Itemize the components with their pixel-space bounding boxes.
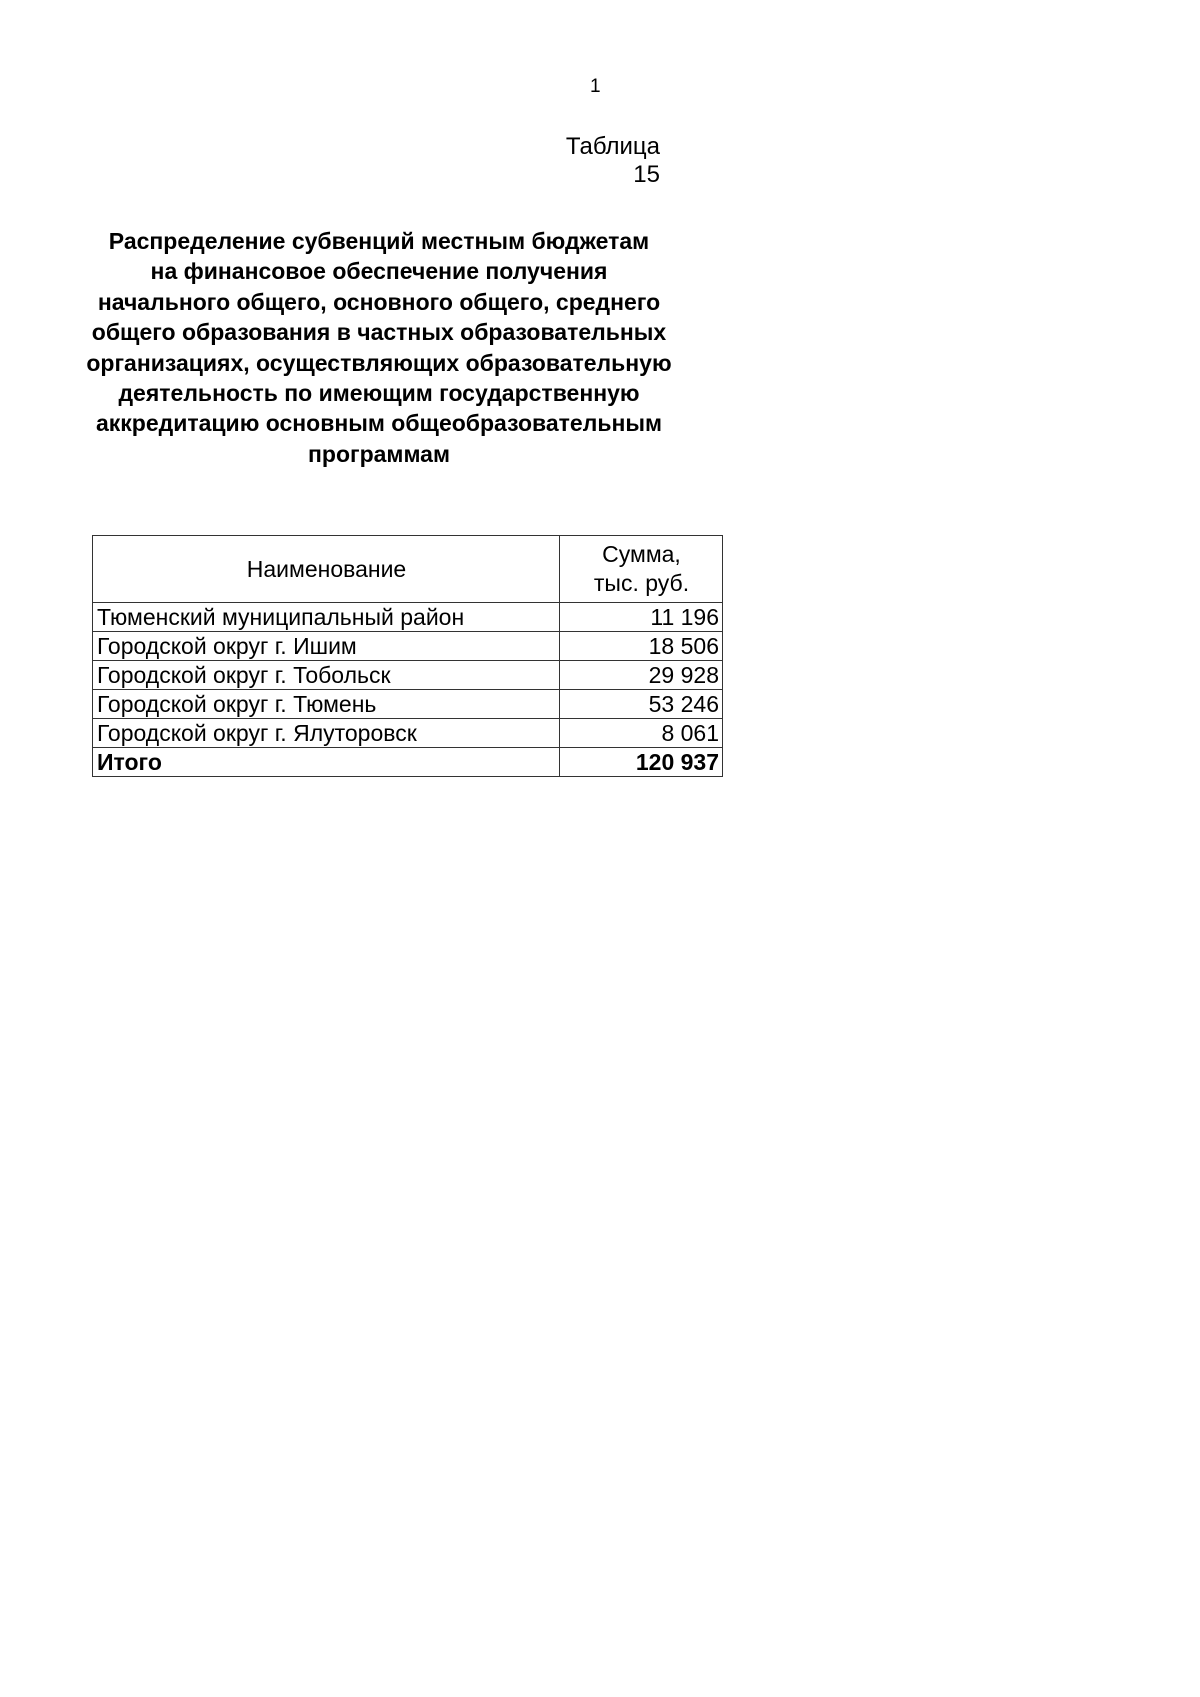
total-name: Итого <box>93 748 560 777</box>
title-line: общего образования в частных образовательных <box>91 319 667 346</box>
row-name: Тюменский муниципальный район <box>93 603 560 632</box>
table-row <box>93 603 723 632</box>
subvention-table <box>92 535 723 777</box>
row-name: Городской округ г. Тюмень <box>93 690 560 719</box>
title-line: аккредитацию основным общеобразовательным <box>95 410 663 437</box>
title-line: на финансовое обеспечение получения <box>150 258 608 285</box>
row-sum: 29 928 <box>560 661 723 690</box>
table-row <box>93 719 723 748</box>
row-sum: 53 246 <box>560 690 723 719</box>
header-sum-line1: Сумма, <box>602 541 681 567</box>
document-title <box>84 226 674 469</box>
table-label: Таблица 15 <box>565 133 660 188</box>
table-header-row <box>93 536 723 603</box>
title-line: Распределение субвенций местным бюджетам <box>108 228 650 254</box>
header-sum-line2: тыс. руб. <box>593 570 690 596</box>
row-name: Городской округ г. Тобольск <box>93 661 560 690</box>
row-sum: 8 061 <box>560 719 723 748</box>
title-line: деятельность по имеющим государственную <box>118 380 640 407</box>
row-name: Городской округ г. Ялуторовск <box>93 719 560 748</box>
row-sum: 18 506 <box>560 632 723 661</box>
header-name: Наименование <box>93 536 560 603</box>
title-line: организациях, осуществляющих образовательную <box>86 349 672 376</box>
row-sum: 11 196 <box>560 603 723 632</box>
table-row <box>93 661 723 690</box>
header-sum <box>560 536 723 603</box>
title-line: программам <box>308 440 450 467</box>
total-sum: 120 937 <box>560 748 723 777</box>
title-line: начального общего, основного общего, среднего <box>97 288 661 315</box>
table-total-row <box>93 748 723 777</box>
row-name: Городской округ г. Ишим <box>93 632 560 661</box>
table-row <box>93 690 723 719</box>
table-row <box>93 632 723 661</box>
page-number: 1 <box>590 76 601 97</box>
